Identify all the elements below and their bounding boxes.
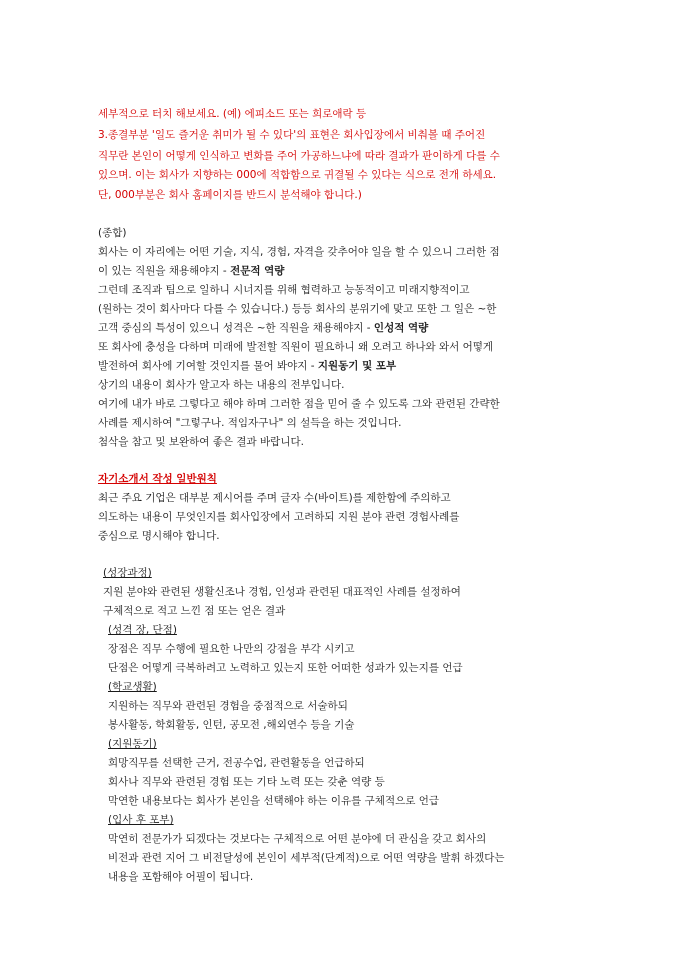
school-label: (학교생활) [108,681,157,693]
aspiration-line-2: 비전과 관련 지어 그 비전달성에 본인이 세부적(단계적)으로 어떤 역량을 발휘 하겠다는 [108,852,505,864]
summary-line-5-text: 고객 중심의 특성이 있으니 성격은 ~한 직원을 채용해야지 - [98,322,374,334]
motivation-aspiration-label: 지원동기 및 포부 [317,360,397,372]
summary-label: (종합) [98,227,127,239]
summary-line-1: 회사는 이 자리에는 어떤 기술, 지식, 경험, 자격을 갖추어야 일을 할 수 있으니 그러한 점 [98,246,500,258]
aspiration-line-1: 막연히 전문가가 되겠다는 것보다는 구체적으로 어떤 분야에 더 관심을 갖고 회사의 [108,833,487,845]
principles-line-2: 의도하는 내용이 무엇인지를 회사입장에서 고려하되 지원 분야 관련 경험사례를 [98,511,460,523]
guidance-line-5: 단, 000부분은 회사 홈페이지를 반드시 분석해야 합니다.) [98,189,362,201]
school-line-2: 봉사활동, 학회활동, 인턴, 공모전 ,해외연수 등을 기술 [108,719,355,731]
summary-line-11: 첨삭을 참고 및 보완하여 좋은 결과 바랍니다. [98,436,304,448]
motivation-label: (지원동기) [108,738,157,750]
aspiration-label: (입사 후 포부) [108,814,174,826]
summary-line-3: 그런데 조직과 팀으로 일하니 시너지를 위해 협력하고 능동적이고 미래지향적이고 [98,284,470,296]
growth-line-2: 구체적으로 적고 느낀 점 또는 얻은 결과 [103,605,286,617]
principles-heading: 자기소개서 작성 일반원칙 [98,473,217,485]
guidance-line-2: 3.종결부분 '일도 즐거운 취미가 될 수 있다'의 표현은 회사입장에서 비춰볼 때 주어진 [98,129,486,141]
growth-label: (성장과정) [103,567,152,579]
school-line-1: 지원하는 직무와 관련된 경험을 중점적으로 서술하되 [108,700,348,712]
personality-competence-label: 인성적 역량 [373,322,429,334]
summary-line-10: 사례를 제시하여 "그렇구나. 적임자구나" 의 설득을 하는 것입니다. [98,417,402,429]
summary-line-4: (원하는 것이 회사마다 다를 수 있습니다.) 등등 회사의 분위기에 맞고 또한 그 일은 ~한 [98,303,497,315]
summary-line-2 [98,265,284,278]
motivation-line-2: 회사나 직무와 관련된 경험 또는 기타 노력 또는 갖춘 역량 등 [108,776,385,788]
summary-line-2-text: 이 있는 직원을 채용해야지 - [98,265,231,277]
guidance-line-1: 세부적으로 터치 해보세요. (예) 에피소드 또는 희로애락 등 [98,108,367,120]
summary-line-9: 여기에 내가 바로 그렇다고 해야 하며 그러한 점을 믿어 줄 수 있도록 그와 관련된 간략한 [98,398,500,410]
summary-line-5 [98,322,428,335]
personality-label: (성격 장, 단점) [108,624,177,636]
personality-line-1: 장점은 직무 수행에 필요한 나만의 강점을 부각 시키고 [108,643,355,655]
summary-line-8: 상기의 내용이 회사가 알고자 하는 내용의 전부입니다. [98,379,345,391]
guidance-line-3: 직무란 본인이 어떻게 인식하고 변화를 주어 가공하느냐에 따라 결과가 판이하게 다를 수 [98,150,500,162]
principles-line-3: 중심으로 명시해야 합니다. [98,530,220,542]
professional-competence-label: 전문적 역량 [230,265,285,277]
growth-line-1: 지원 분야와 관련된 생활신조나 경험, 인성과 관련된 대표적인 사례를 설정하여 [103,586,461,598]
aspiration-line-3: 내용을 포함해야 어필이 됩니다. [108,871,254,883]
motivation-line-3: 막연한 내용보다는 회사가 본인을 선택해야 하는 이유를 구체적으로 언급 [108,795,439,807]
principles-line-1: 최근 주요 기업은 대부분 제시어를 주며 글자 수(바이트)를 제한함에 주의하고 [98,492,451,504]
guidance-line-4: 있으며. 이는 회사가 지향하는 000에 적합함으로 귀결될 수 있다는 식으로 전개 하세요. [98,169,497,181]
personality-line-2: 단점은 어떻게 극복하려고 노력하고 있는지 또한 어떠한 성과가 있는지를 언급 [108,662,463,674]
motivation-line-1: 희망직무를 선택한 근거, 전공수업, 관련활동을 언급하되 [108,757,365,769]
summary-line-7-text: 발전하여 회사에 기여할 것인지를 물어 봐야지 - [98,360,318,372]
summary-line-7 [98,360,396,373]
summary-line-6: 또 회사에 충성을 다하며 미래에 발전할 직원이 필요하니 왜 오려고 하나와 와서 어떻게 [98,341,494,353]
